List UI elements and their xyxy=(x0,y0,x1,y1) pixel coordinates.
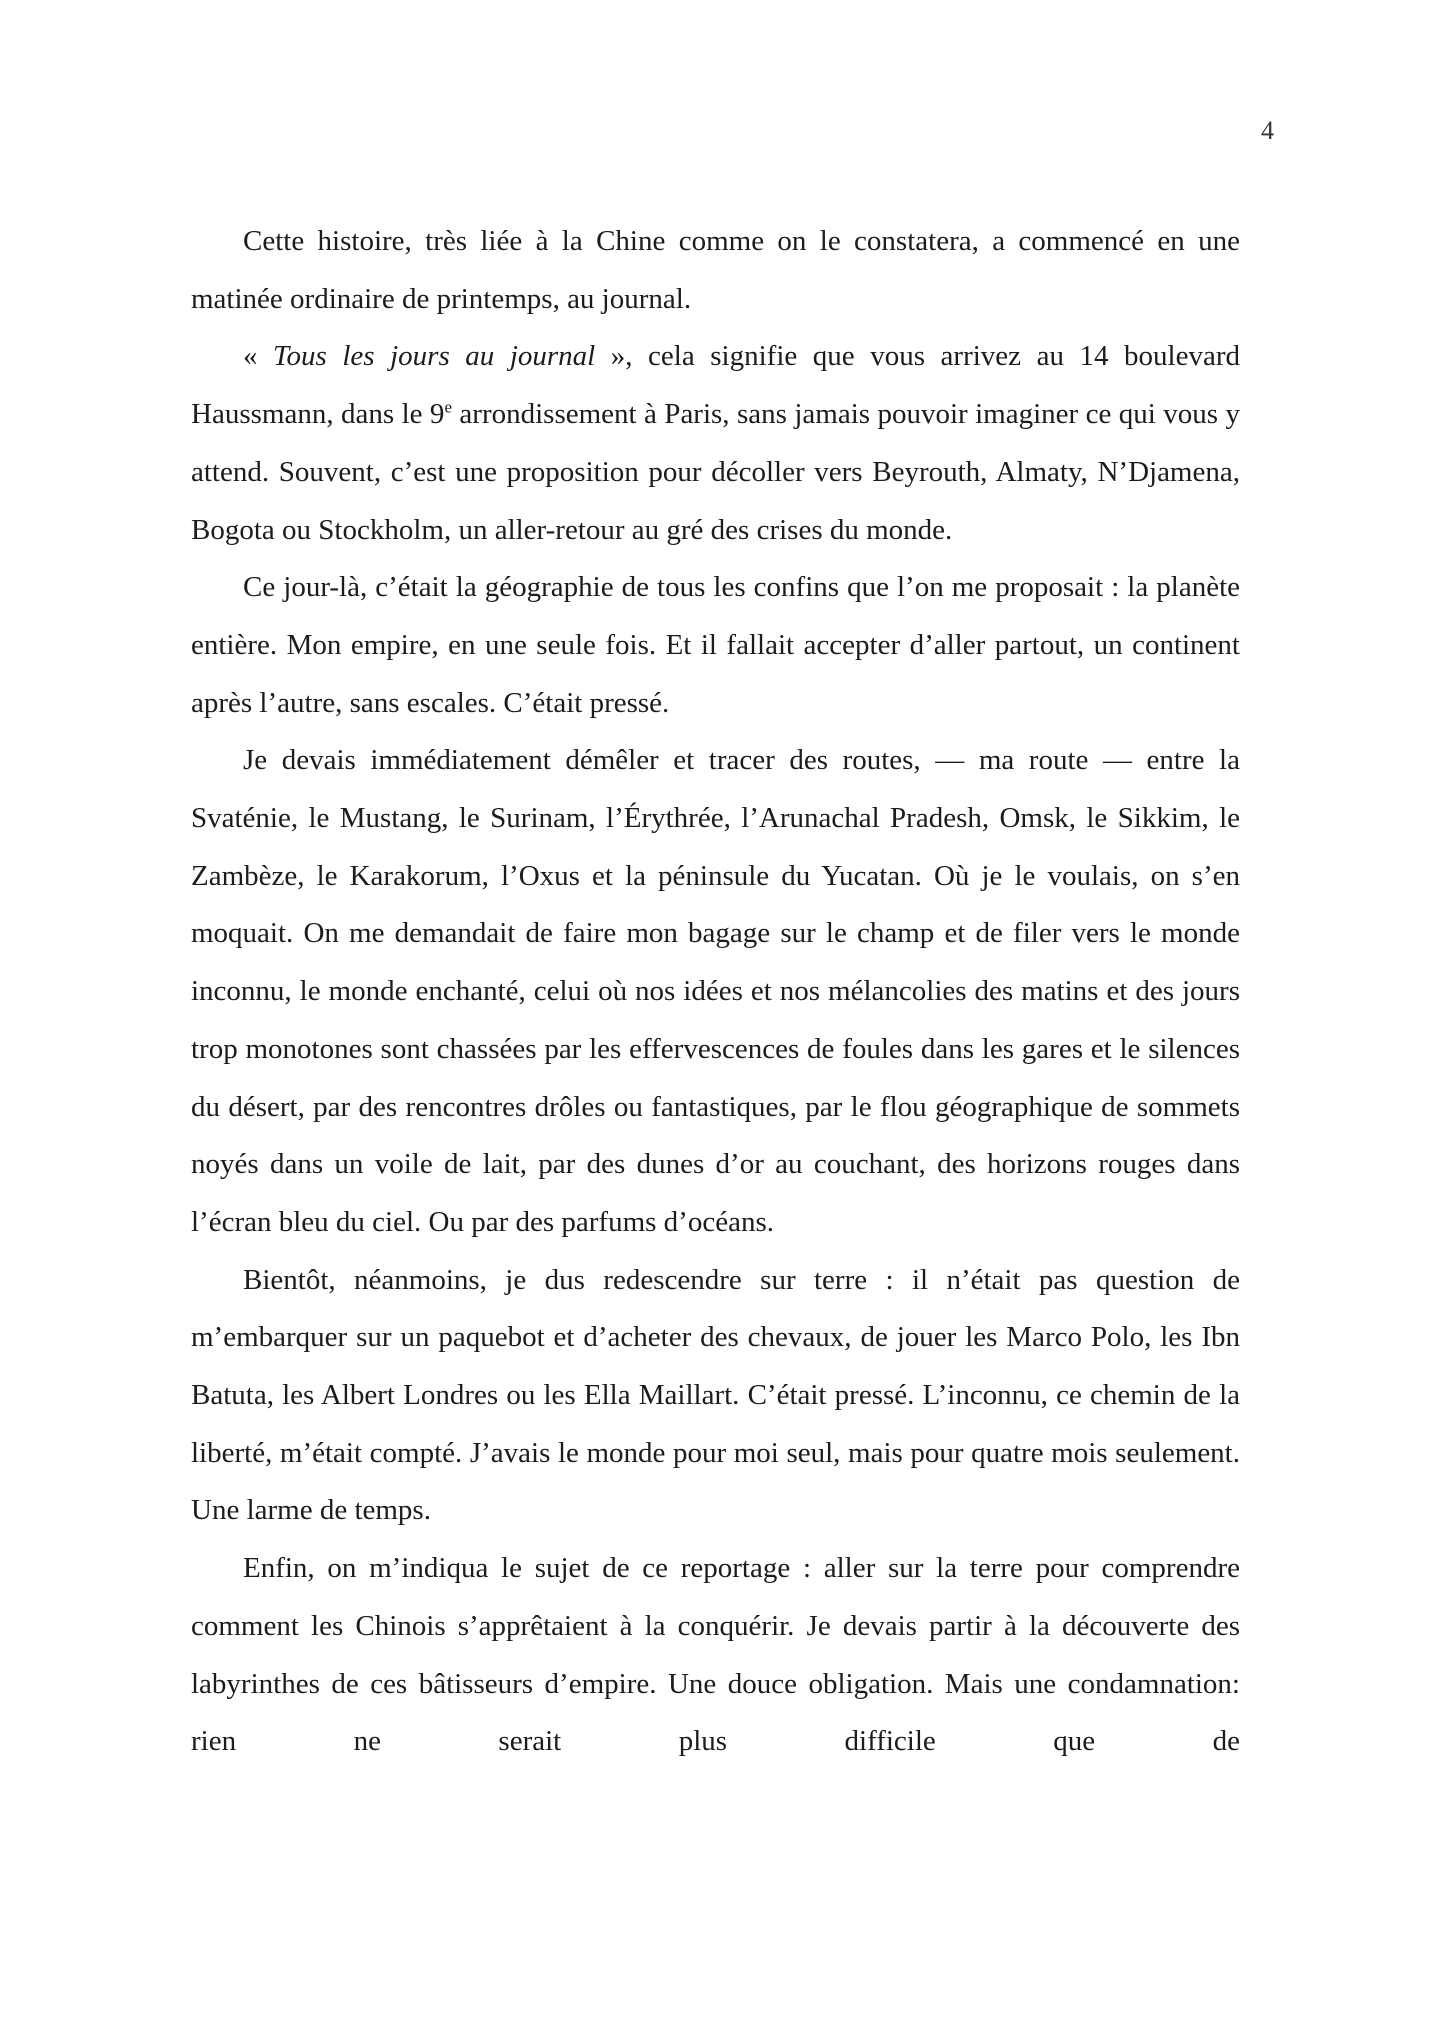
italic-title: Tous les jours au journal xyxy=(273,340,596,373)
paragraph-2 xyxy=(191,328,1240,559)
paragraph-2-segment-1: », cela signifie que vous arrivez au 14 boulevard Haussmann, dans le 9 xyxy=(191,340,1240,431)
paragraph-1: Cette histoire, très liée à la Chine comme on le constatera, a commencé en une matinée ordinaire de printemps, au journal. xyxy=(191,225,1240,315)
paragraph-4: Je devais immédiatement démêler et tracer des routes, — ma route — entre la Svaténie, le Mustang, le Surinam, l’Érythrée, l’Arunachal Pradesh, Omsk, le Sikkim, le Zambèze, le Karakorum, l’Oxus et la péninsule du Yucatan. Où je le voulais, on s’en moquait. On me demandait de faire mon bagage sur le champ et de filer vers le monde inconnu, le monde enchanté, celui où nos idées et nos mélancolies des matins et des jours trop monotones sont chassées par les effervescences de foules dans les gares et le silences du désert, par des rencontres drôles ou fantastiques, par le flou géographique de sommets noyés dans un voile de lait, par des dunes d’or au couchant, des horizons rouges dans l’écran bleu du ciel. Ou par des parfums d’océans. xyxy=(191,744,1240,1238)
paragraph-2-segment-2: arrondissement à Paris, sans jamais pouvoir imaginer ce qui vous y attend. Souvent, c’est une proposition pour décoller vers Beyrouth, Almaty, N’Djamena, Bogota ou Stockholm, un aller-retour au gré des crises du monde. xyxy=(191,398,1240,546)
paragraph-3: Ce jour-là, c’était la géographie de tous les confins que l’on me proposait : la planète entière. Mon empire, en une seule fois. Et il fallait accepter d’aller partout, un continent après l’autre, sans escales. C’était pressé. xyxy=(191,571,1240,719)
page-number: 4 xyxy=(1261,116,1274,145)
paragraph-6: Enfin, on m’indiqua le sujet de ce reportage : aller sur la terre pour comprendre comment les Chinois s’apprêtaient à la conquérir. Je devais partir à la découverte des labyrinthes de ces bâtisseurs d’empire. Une douce obligation. Mais une condamnation: rien ne serait plus difficile que de xyxy=(191,1552,1240,1758)
superscript: e xyxy=(444,397,452,417)
body-text xyxy=(191,213,1240,1771)
open-quote: « xyxy=(243,340,274,373)
paragraph-5: Bientôt, néanmoins, je dus redescendre sur terre : il n’était pas question de m’embarquer sur un paquebot et d’acheter des chevaux, de jouer les Marco Polo, les Ibn Batuta, les Albert Londres ou les Ella Maillart. C’était pressé. L’inconnu, ce chemin de la liberté, m’était compté. J’avais le monde pour moi seul, mais pour quatre mois seulement. Une larme de temps. xyxy=(191,1263,1240,1527)
